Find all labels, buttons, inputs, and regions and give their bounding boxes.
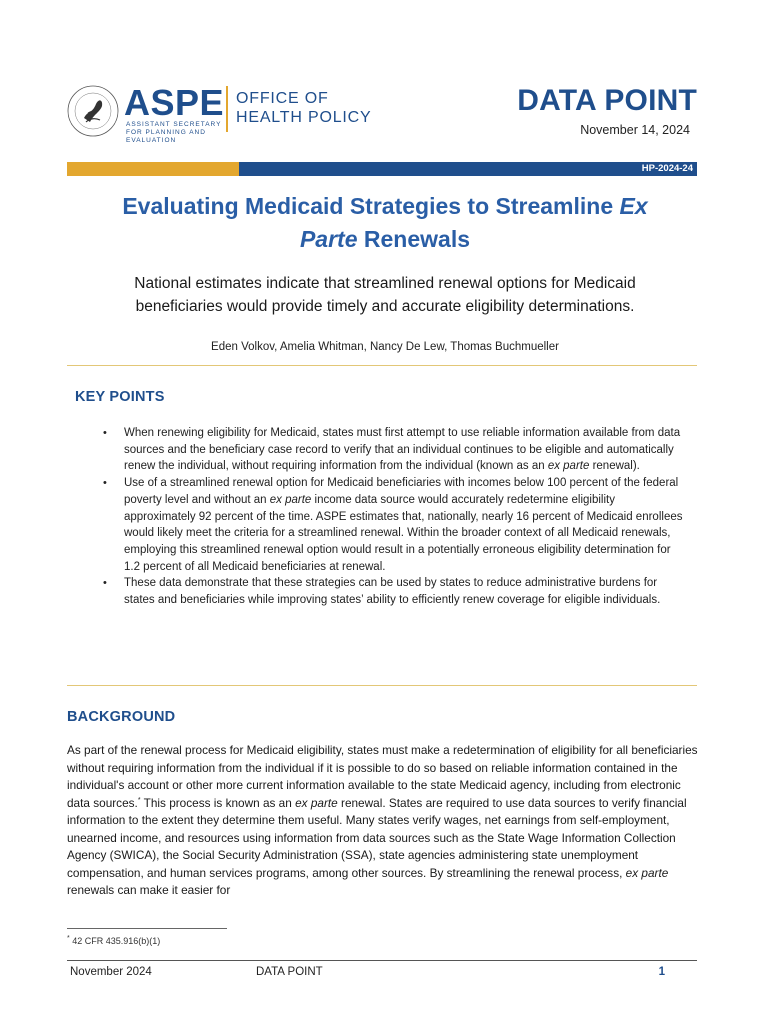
logo-divider — [226, 86, 228, 132]
page-number: 1 — [658, 966, 665, 978]
footer-date: November 2024 — [70, 966, 152, 978]
key-points-heading: KEY POINTS — [75, 389, 165, 405]
list-item: • Use of a streamlined renewal option for Medicaid beneficiaries with incomes below 100 percent of the federal poverty level and without an ex parte income data source would accurately redetermine eligibility approximately 92 percent of the time. ASPE estimates that, nationally, nearly 16 percent of Medicaid enrollees would likely meet the criteria for a streamlined renewal. Within the broader context of all Medicaid renewals, employing this streamlined renewal option would result in a potentially erroneous eligibility determination for 1.2 percent of all Medicaid beneficiaries at renewal. — [103, 477, 683, 573]
doc-type-title: DATA POINT — [517, 84, 697, 117]
footer-divider — [67, 960, 697, 961]
footer-label: DATA POINT — [256, 966, 323, 978]
footnote-ref[interactable]: * — [137, 796, 141, 804]
report-id: HP-2024-24 — [641, 163, 693, 174]
background-heading: BACKGROUND — [67, 709, 176, 725]
aspe-logo-subtitle: ASSISTANT SECRETARY FOR PLANNING AND EVALUATION — [126, 121, 222, 144]
document-subtitle: National estimates indicate that streamlined renewal options for Medicaid beneficiaries would provide timely and accurate eligibility determinations. — [134, 275, 636, 315]
office-line-1: OFFICE OF — [236, 90, 329, 107]
banner-blue-bar — [239, 162, 697, 176]
bullet-icon: • — [103, 577, 107, 590]
footnote-divider — [67, 928, 227, 929]
divider — [67, 365, 697, 366]
footnote: * 42 CFR 435.916(b)(1) — [67, 935, 161, 946]
bullet-icon: • — [103, 427, 107, 439]
aspe-logo: ASPE — [124, 82, 225, 123]
hhs-seal-logo — [66, 84, 120, 138]
document-title: Evaluating Medicaid Strategies to Streamline Ex Parte Renewals — [122, 193, 648, 252]
office-name — [236, 89, 371, 127]
bullet-icon: • — [103, 477, 107, 490]
key-points-list — [100, 425, 685, 609]
list-item: • When renewing eligibility for Medicaid, states must first attempt to use reliable information available from data sources and the beneficiary case record to verify that an individual continues to be eligible and automatically renew the individual, without requiring information from the individual (known as an ex parte renewal). — [103, 427, 681, 473]
background-paragraph: As part of the renewal process for Medicaid eligibility, states must make a redetermination of eligibility for all beneficiaries without requiring information from the individual if it is possible to do so based on reliable information contained in the individual's account or other more current information available to the state Medicaid agency, including from electronic data sources.* This process is known as an ex parte renewal. States are required to use data sources to verify financial information to the extent they determine them useful. Many states verify wages, net earnings from self-employment, unearned income, and resources using information from data sources such as the State Wage Information Collection Agency (SWICA), the Social Security Administration (SSA), state agencies administering state unemployment compensation, and human services programs, among other sources. By streamlining the renewal process, ex parte renewals can make it easier for — [67, 743, 698, 897]
divider — [67, 685, 697, 686]
authors: Eden Volkov, Amelia Whitman, Nancy De Lew, Thomas Buchmueller — [211, 341, 559, 353]
list-item: • These data demonstrate that these strategies can be used by states to reduce administrative burdens for states and beneficiaries while improving states’ ability to efficiently renew coverage for eligible individuals. — [103, 577, 661, 607]
office-line-2: HEALTH POLICY — [236, 109, 372, 126]
banner-gold-bar — [67, 162, 239, 176]
publication-date: November 14, 2024 — [580, 123, 690, 137]
